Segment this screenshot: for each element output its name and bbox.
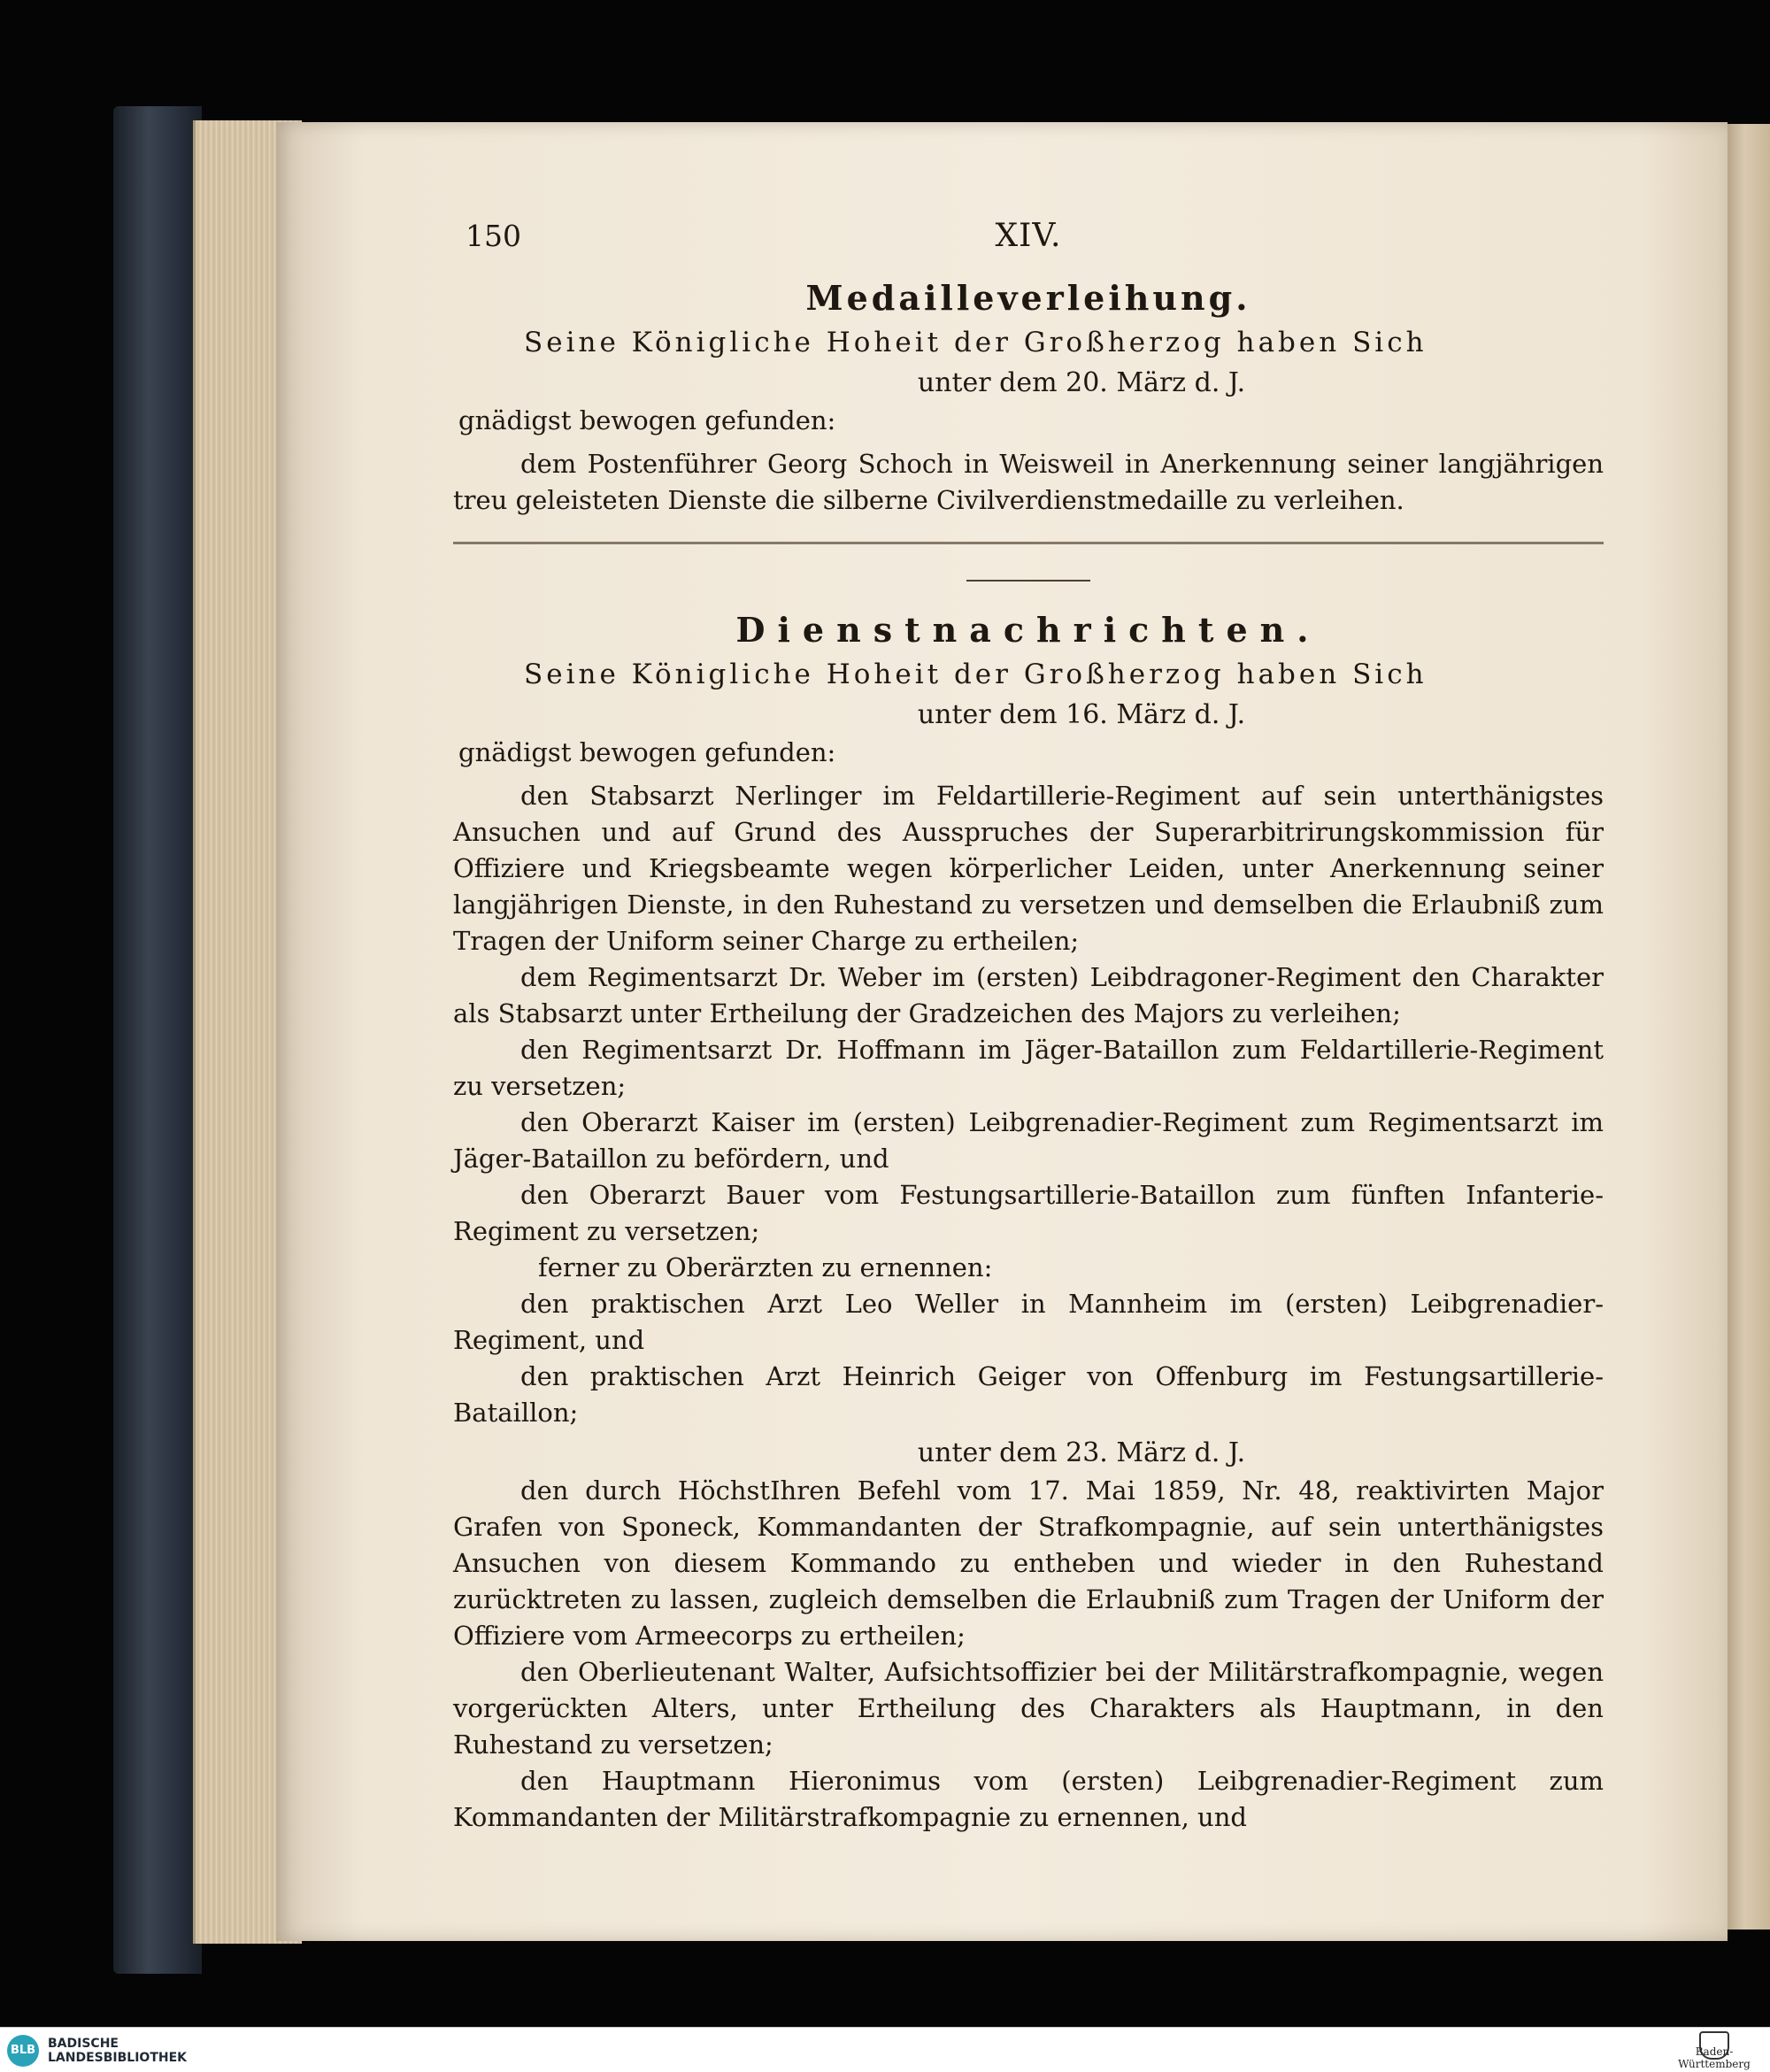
paragraph: ferner zu Oberärzten zu ernennen: (538, 1252, 993, 1282)
issue-number: XIV. (995, 218, 1062, 254)
paragraph: dem Regimentsarzt Dr. Weber im (ersten) Leibdragoner-Regiment den Charakter als Stabsarzt unter Ertheilung der Gradzeichen des Majors zu verleihen; (453, 962, 1604, 1028)
paragraph: den praktischen Arzt Leo Weller in Mannheim im (ersten) Leibgrenadier-Regiment, und (453, 1289, 1604, 1355)
library-logo-icon[interactable]: BLB (7, 2035, 39, 2067)
state-name: Baden-Württemberg (1678, 2045, 1751, 2070)
short-divider (966, 580, 1090, 582)
section-title-service: Dienstnachrichten. (735, 610, 1321, 650)
footer-bar (0, 2027, 1770, 2072)
library-name-line2: LANDESBIBLIOTHEK (48, 2051, 188, 2065)
paragraph: dem Postenführer Georg Schoch in Weisweil in Anerkennung seiner langjährigen treu geleisteten Dienste die silberne Civilverdienstmedaille zu verleihen. (453, 449, 1604, 515)
paragraph: den Oberarzt Kaiser im (ersten) Leibgrenadier-Regiment zum Regimentsarzt im Jäger-Bataillon zu befördern, und (453, 1107, 1604, 1174)
facing-page-edge (1728, 124, 1770, 1930)
paragraph: den durch HöchstIhren Befehl vom 17. Mai 1859, Nr. 48, reaktivirten Major Grafen von Sponeck, Kommandanten der Strafkompagnie, auf sein unterthänigstes Ansuchen von diesem Kommando zu entheben und wieder in den Ruhestand zurücktreten zu lassen, zugleich demselben die Erlaubniß zum Tragen der Uniform der Offiziere vom Armeecorps zu ertheilen; (453, 1475, 1604, 1651)
paragraph: den Oberlieutenant Walter, Aufsichtsoffizier bei der Militärstrafkompagnie, wegen vorgerückten Alters, unter Ertheilung des Charakters als Hauptmann, in den Ruhestand zu versetzen; (453, 1657, 1604, 1760)
library-name-line1: BADISCHE (48, 2037, 119, 2051)
library-name[interactable] (48, 2037, 187, 2065)
section-divider (453, 542, 1604, 544)
page-content (453, 212, 1604, 1836)
greeting-line: Seine Königliche Hoheit der Großherzog haben Sich (524, 327, 1428, 358)
intro-line: gnädigst bewogen gefunden: (458, 737, 836, 767)
page-number: 150 (466, 219, 521, 253)
date-line: unter dem 23. März d. J. (917, 1437, 1246, 1468)
paragraph: den praktischen Arzt Heinrich Geiger von Offenburg im Festungsartillerie-Bataillon; (453, 1361, 1604, 1428)
state-logo[interactable] (1666, 2031, 1763, 2070)
section-title-medal: Medailleverleihung. (805, 278, 1251, 318)
paragraph: den Stabsarzt Nerlinger im Feldartillerie-Regiment auf sein unterthänigstes Ansuchen und auf Grund des Ausspruches der Superarbitrirungskommission für Offiziere und Kriegsbeamte wegen körperlicher Leiden, unter Anerkennung seiner langjährigen Dienste, in den Ruhestand zu versetzen und demselben die Erlaubniß zum Tragen der Uniform seiner Charge zu ertheilen; (453, 781, 1604, 956)
date-line: unter dem 20. März d. J. (917, 367, 1246, 398)
date-line: unter dem 16. März d. J. (917, 699, 1246, 730)
page-header (453, 212, 1604, 266)
paragraph: den Oberarzt Bauer vom Festungsartillerie-Bataillon zum fünften Infanterie-Regiment zu versetzen; (453, 1180, 1604, 1246)
paragraph: den Hauptmann Hieronimus vom (ersten) Leibgrenadier-Regiment zum Kommandanten der Militärstrafkompagnie zu ernennen, und (453, 1766, 1604, 1832)
book-cover-edge (113, 106, 202, 1974)
paragraph: den Regimentsarzt Dr. Hoffmann im Jäger-Bataillon zum Feldartillerie-Regiment zu versetzen; (453, 1035, 1604, 1101)
greeting-line: Seine Königliche Hoheit der Großherzog haben Sich (524, 659, 1428, 690)
intro-line: gnädigst bewogen gefunden: (458, 405, 836, 435)
